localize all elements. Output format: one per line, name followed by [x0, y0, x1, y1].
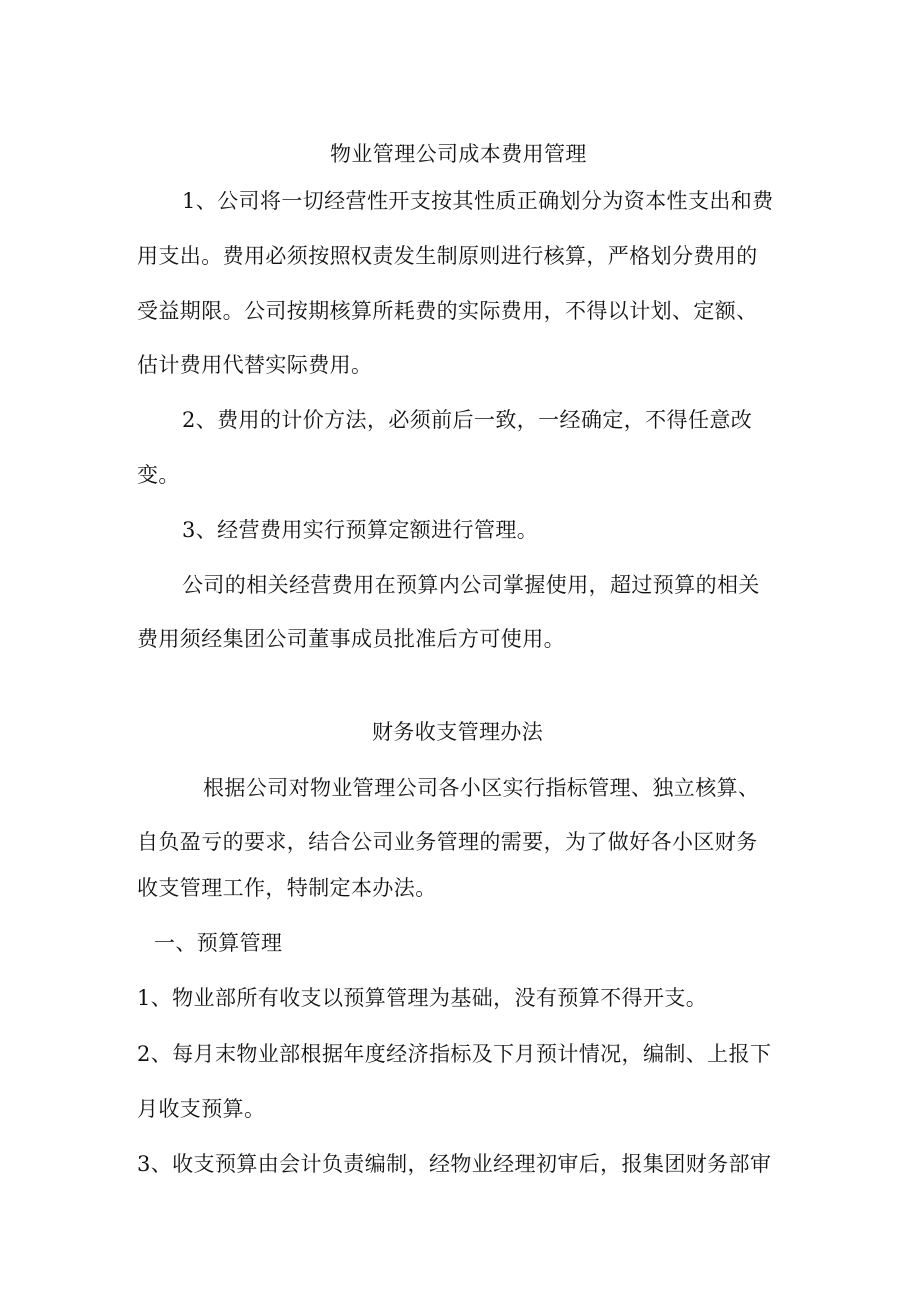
paragraph-line: 根据公司对物业管理公司各小区实行指标管理、独立核算、 — [203, 776, 760, 800]
paragraph-line: 收支管理工作，特制定本办法。 — [137, 876, 437, 900]
paragraph-line: 用支出。费用必须按照权责发生制原则进行核算，严格划分费用的 — [137, 244, 758, 268]
subsection-heading: 一、预算管理 — [154, 931, 283, 955]
paragraph-line: 自负盈亏的要求，结合公司业务管理的需要，为了做好各小区财务 — [137, 830, 758, 854]
paragraph-line: 1、物业部所有收支以预算管理为基础，没有预算不得开支。 — [137, 986, 708, 1010]
section-title: 财务收支管理办法 — [372, 720, 544, 744]
paragraph-line: 2、每月末物业部根据年度经济指标及下月预计情况，编制、上报下 — [137, 1042, 772, 1066]
paragraph-line: 受益期限。公司按期核算所耗费的实际费用，不得以计划、定额、 — [137, 299, 758, 323]
paragraph-line: 月收支预算。 — [137, 1097, 266, 1121]
paragraph-line: 公司的相关经营费用在预算内公司掌握使用，超过预算的相关 — [182, 573, 760, 597]
paragraph-line: 2、费用的计价方法，必须前后一致，一经确定，不得任意改 — [182, 408, 753, 432]
paragraph-line: 3、收支预算由会计负责编制，经物业经理初审后，报集团财务部审 — [137, 1152, 772, 1176]
paragraph-line: 3、经营费用实行预算定额进行管理。 — [182, 518, 539, 542]
paragraph-line: 估计费用代替实际费用。 — [137, 353, 373, 377]
paragraph-line: 费用须经集团公司董事成员批准后方可使用。 — [137, 627, 565, 651]
section-title: 物业管理公司成本费用管理 — [330, 142, 587, 166]
paragraph-line: 1、公司将一切经营性开支按其性质正确划分为资本性支出和费 — [182, 189, 774, 213]
paragraph-line: 变。 — [137, 463, 180, 487]
